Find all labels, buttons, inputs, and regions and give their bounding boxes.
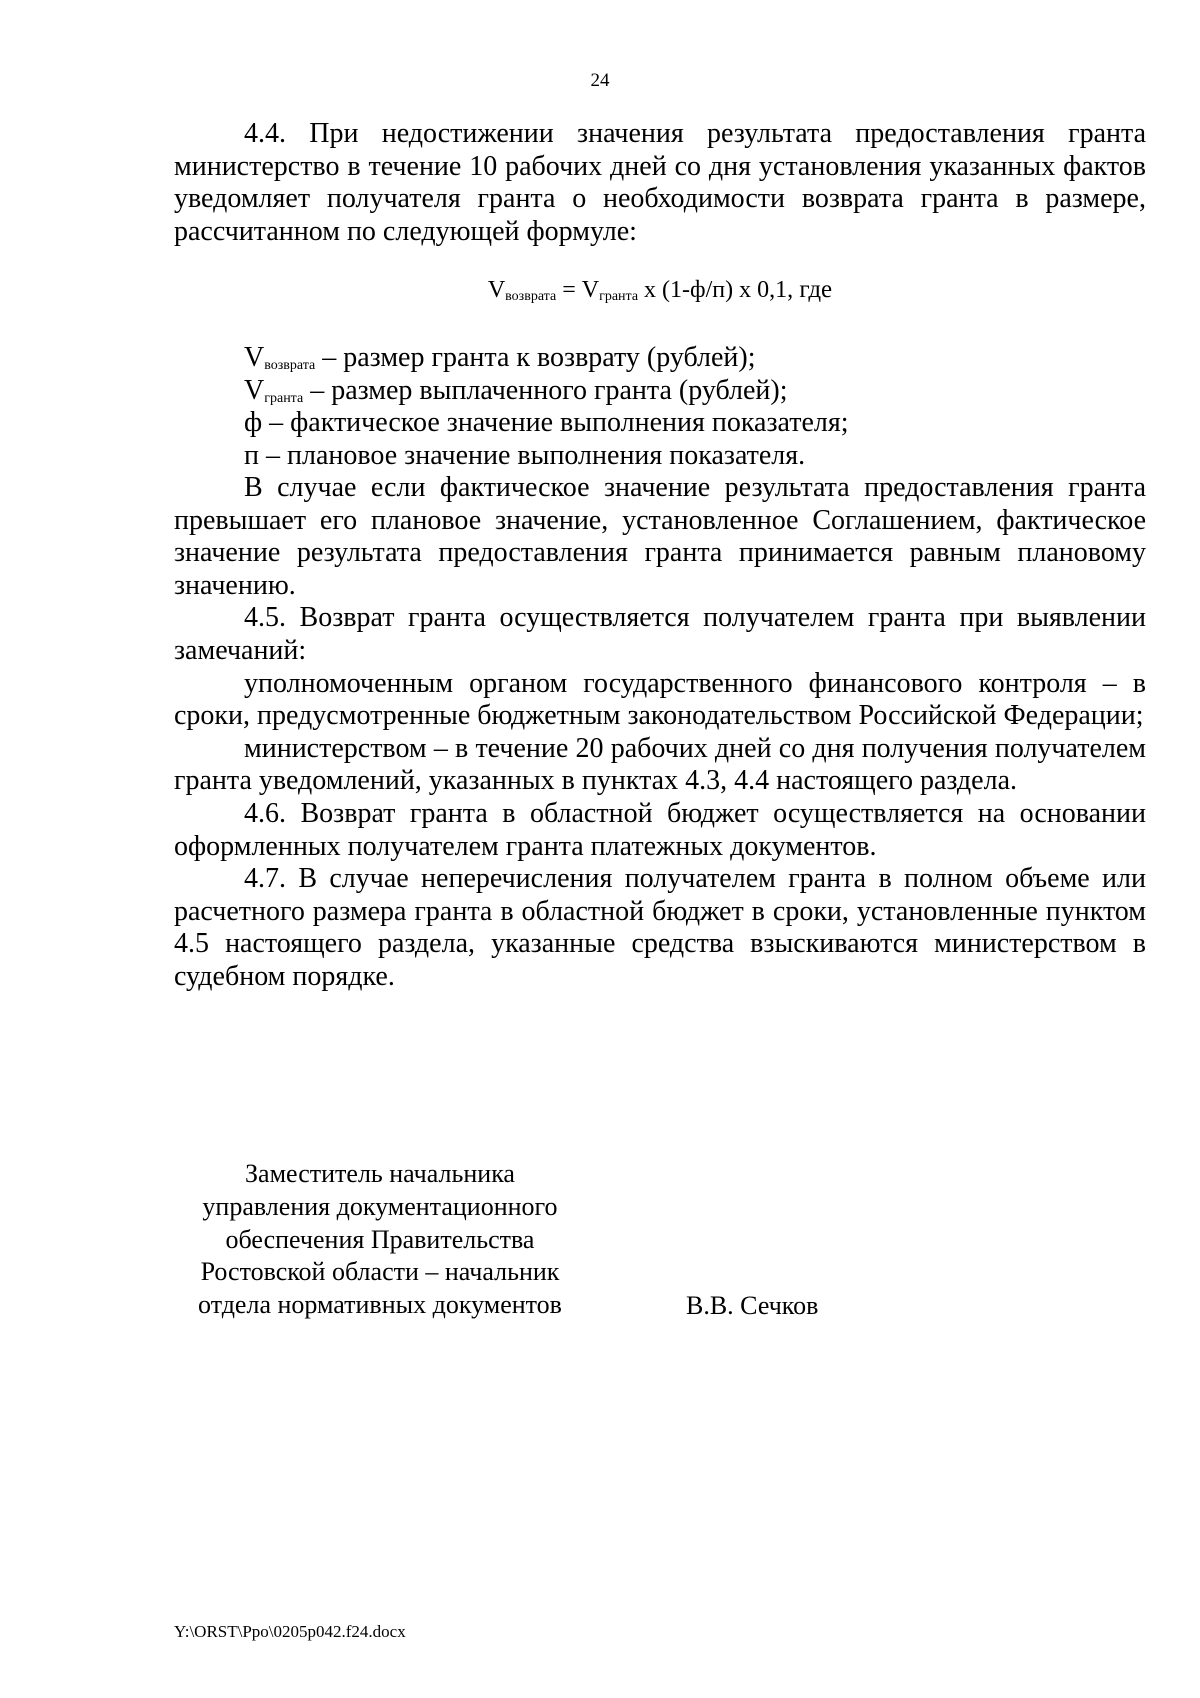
signature-title (170, 1158, 590, 1322)
definition-v-return (174, 342, 1146, 374)
definition-f: ф – фактическое значение выполнения показателя; (244, 407, 849, 439)
formula-definitions (174, 342, 1146, 472)
formula-v-return: V (487, 277, 506, 304)
definition-v-grant (174, 375, 1146, 407)
paragraph-4-7: 4.7. В случае неперечисления получателем гранта в полном объеме или расчетного размера гранта в областной бюджет в сроки, установленные пунктом 4.5 настоящего раздела, указанные средства взыскиваются министерством в судебном порядке. (174, 863, 1146, 992)
paragraph-case: В случае если фактическое значение результата предоставления гранта превышает его плановое значение, установленное Соглашением, фактическое значение результата предоставления гранта принимается равным плановому значению. (174, 472, 1146, 601)
definition-v-grant-sub: гранта (264, 390, 304, 406)
formula-tail: где (793, 276, 833, 304)
footer-file-path: Y:\ORST\Ppo\0205p042.f24.docx (174, 1622, 406, 1641)
paragraph-4-5-a: уполномоченным органом государственного финансового контроля – в сроки, предусмотренные бюджетным законодательством Российской Федерации; (174, 667, 1146, 732)
signatory-name: В.В. Сечков (686, 1291, 819, 1320)
page-number: 24 (590, 70, 610, 91)
signature-title-line: управления документационного (202, 1191, 558, 1221)
formula-equals: = (556, 277, 582, 304)
definition-v-return-symbol: V (244, 342, 265, 374)
formula-sub-grant: гранта (599, 289, 639, 305)
signature-title-line: Заместитель начальника (245, 1159, 515, 1188)
signature-title-line: обеспечения Правительства (225, 1224, 535, 1254)
formula-v-grant: V (581, 277, 600, 304)
paragraph-4-5-b: министерством – в течение 20 рабочих дней со дня получения получателем гранта уведомлений, указанных в пунктах 4.3, 4.4 настоящего раздела. (174, 732, 1146, 797)
definition-v-return-sub: возврата (264, 358, 316, 374)
paragraph-4-4: 4.4. При недостижении значения результата предоставления гранта министерство в течение 10 рабочих дней со дня установления указанных фактов уведомляет получателя гранта о необходимости возврата гранта в размере, рассчитанном по следующей формуле: (174, 118, 1146, 247)
signature-title-line: Ростовской области – начальник (200, 1257, 560, 1287)
signature-title-line: отдела нормативных документов (198, 1290, 562, 1320)
paragraph-4-6: 4.6. Возврат гранта в областной бюджет осуществляется на основании оформленных получателем гранта платежных документов. (174, 797, 1146, 862)
return-formula (174, 274, 1146, 306)
document-body (174, 118, 1146, 994)
definition-v-grant-symbol: V (244, 374, 265, 406)
definition-p: п – плановое значение выполнения показателя. (244, 439, 806, 471)
paragraph-4-5: 4.5. Возврат гранта осуществляется получателем гранта при выявлении замечаний: (174, 602, 1146, 666)
definition-v-return-text: – размер гранта к возврату (рублей); (315, 342, 756, 374)
definition-v-grant-text: – размер выплаченного гранта (рублей); (303, 374, 788, 406)
formula-sub-return: возврата (505, 289, 557, 305)
formula-expression: x (1-ф/п) x 0,1, (638, 277, 794, 304)
